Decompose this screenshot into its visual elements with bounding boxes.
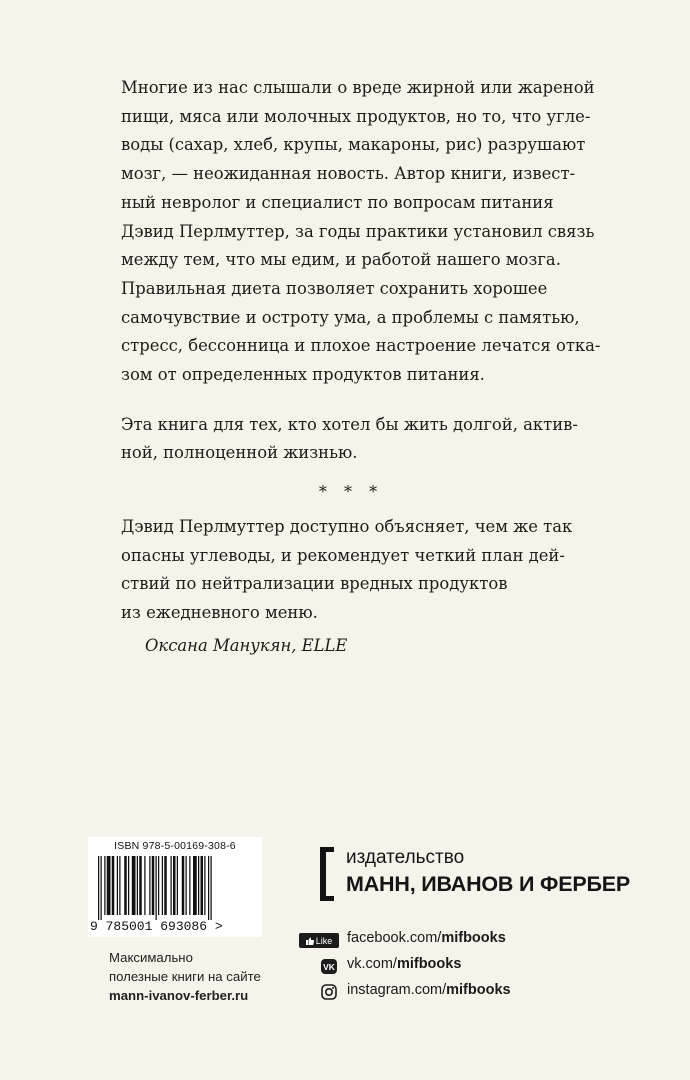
- publisher-logo: [320, 847, 650, 903]
- text-line: ствий по нейтрализации вредных продуктов: [121, 574, 508, 594]
- barcode-bar: [132, 856, 136, 915]
- website-note-line: полезные книги на сайте: [109, 969, 261, 984]
- isbn-number: ISBN 978-5-00169-308-6: [114, 840, 236, 852]
- instagram-icon: [321, 984, 337, 1000]
- text-line: ной, полноценной жизнью.: [121, 443, 358, 463]
- barcode-bar: [144, 856, 145, 915]
- barcode-bar: [137, 856, 138, 915]
- publisher-label: издательство: [346, 847, 465, 868]
- section-separator: * * *: [318, 482, 384, 502]
- facebook-like-icon: [299, 933, 339, 948]
- barcode-bar: [171, 856, 172, 915]
- barcode-bar: [156, 856, 157, 920]
- bracket-icon: [320, 847, 326, 901]
- barcode-bar: [112, 856, 115, 915]
- barcode-bar: [177, 856, 178, 915]
- vk-label: VK: [323, 961, 335, 972]
- social-vk[interactable]: [299, 955, 619, 981]
- barcode-bar: [182, 856, 185, 915]
- text-line: стресс, бессонница и плохое настроение лечатся отка-: [121, 336, 601, 356]
- review-quote: [121, 513, 581, 628]
- text-line: пищи, мяса или молочных продуктов, но то, что угле-: [121, 106, 591, 126]
- barcode-bar: [98, 856, 99, 920]
- publisher-name: МАНН, ИВАНОВ И ФЕРБЕР: [346, 872, 631, 896]
- facebook-link[interactable]: [347, 930, 506, 946]
- barcode-bar: [124, 856, 127, 915]
- text-line: опасны углеводы, и рекомендует четкий план дей-: [121, 545, 565, 565]
- barcode-bar: [208, 856, 209, 920]
- website-note-line: Максимально: [109, 950, 193, 965]
- barcode-bar: [164, 856, 167, 915]
- barcode-bar: [152, 856, 155, 915]
- website-note: [109, 948, 299, 1005]
- isbn-barcode: [88, 837, 262, 937]
- barcode-bar: [204, 856, 205, 915]
- social-links: [299, 929, 619, 1007]
- text-line: Дэвид Перлмуттер доступно объясняет, чем же так: [121, 516, 573, 536]
- social-instagram[interactable]: [299, 981, 619, 1007]
- annotation-paragraph: [121, 74, 601, 390]
- facebook-prefix: facebook.com/: [347, 930, 442, 946]
- barcode-bar: [149, 856, 150, 915]
- barcode-bar: [193, 856, 197, 915]
- text-line: Многие из нас слышали о вреде жирной или жареной: [121, 78, 595, 97]
- barcode-bar: [119, 856, 120, 915]
- ean-digits: 9 785001 693086 >: [90, 919, 223, 934]
- annotation-text: [121, 74, 601, 660]
- text-line: мозг, — неожиданная новость. Автор книги, извест-: [121, 164, 576, 184]
- barcode-bar: [139, 856, 142, 915]
- like-label: Like: [315, 935, 333, 946]
- quote-attribution: Оксана Манукян, ELLE: [145, 635, 348, 655]
- instagram-prefix: instagram.com/: [347, 982, 447, 998]
- barcode-bar: [117, 856, 118, 915]
- social-facebook[interactable]: [299, 929, 619, 955]
- text-line: между тем, что мы едим, и работой нашего мозга.: [121, 250, 561, 270]
- vk-icon: [321, 959, 337, 974]
- vk-prefix: vk.com/: [347, 956, 397, 972]
- barcode-bar: [201, 856, 204, 915]
- vk-handle: mifbooks: [396, 956, 462, 972]
- instagram-link[interactable]: [347, 982, 511, 998]
- barcode-bar: [101, 856, 102, 920]
- annotation-paragraph: [121, 411, 581, 468]
- instagram-handle: mifbooks: [446, 982, 511, 998]
- barcode-bar: [189, 856, 190, 915]
- barcode-bar: [173, 856, 176, 915]
- barcode-bar: [162, 856, 163, 915]
- text-line: ный невролог и специалист по вопросам питания: [121, 192, 554, 212]
- text-line: Эта книга для тех, кто хотел бы жить долгой, актив-: [121, 414, 578, 434]
- thumbs-up-icon: [306, 937, 314, 945]
- barcode-bar: [158, 856, 159, 915]
- text-line: самочувствие и остроту ума, а проблемы с памятью,: [121, 307, 580, 327]
- text-line: зом от определенных продуктов питания.: [121, 365, 485, 385]
- facebook-handle: mifbooks: [441, 930, 506, 946]
- barcode-bar: [128, 856, 129, 915]
- vk-link[interactable]: [347, 956, 461, 972]
- barcode-bar: [211, 856, 212, 920]
- barcode-bars: [98, 856, 252, 920]
- text-line: воды (сахар, хлеб, крупы, макароны, рис) разрушают: [121, 135, 586, 155]
- barcode-bar: [198, 856, 199, 915]
- barcode-bar: [107, 856, 111, 915]
- text-line: из ежедневного меню.: [121, 602, 318, 622]
- text-line: Дэвид Перлмуттер, за годы практики установил связь: [121, 221, 595, 241]
- barcode-bar: [104, 856, 105, 915]
- website-url[interactable]: mann-ivanov-ferber.ru: [109, 988, 249, 1003]
- text-line: Правильная диета позволяет сохранить хорошее: [121, 278, 548, 298]
- barcode-bar: [186, 856, 187, 915]
